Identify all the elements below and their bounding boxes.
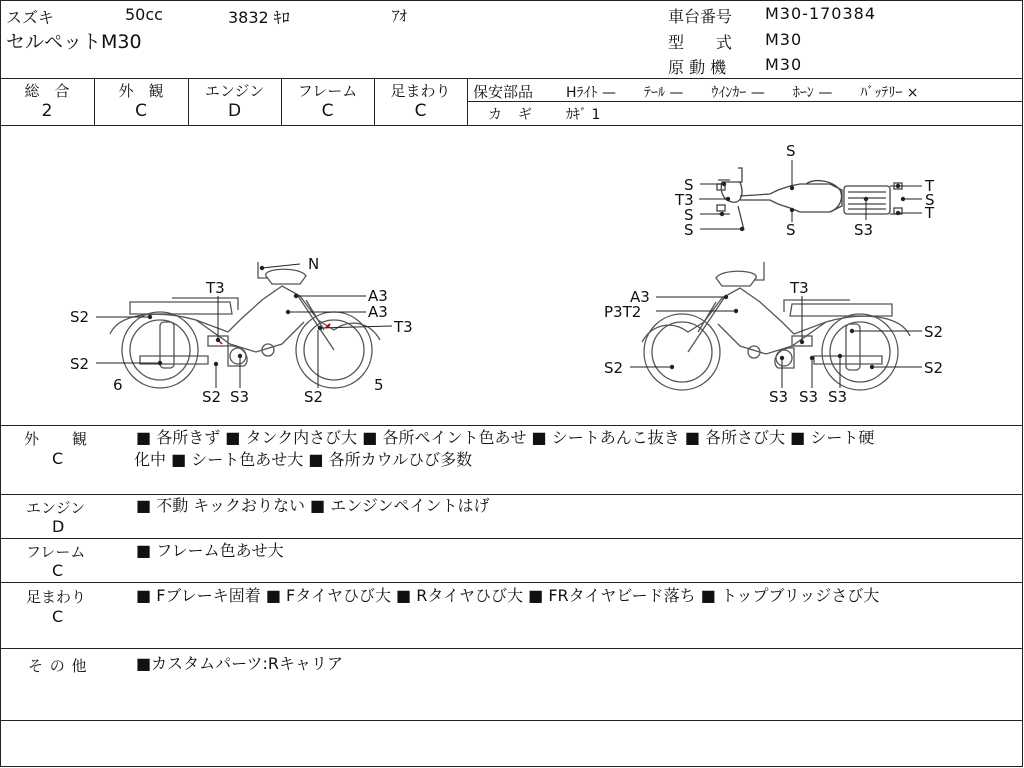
grade-frame-value: C bbox=[321, 101, 334, 121]
notes-frame-label: フレーム bbox=[26, 543, 86, 561]
diagram-label: S3 bbox=[828, 388, 848, 406]
diagram-label: A3 bbox=[368, 287, 388, 305]
diagram-label: S bbox=[925, 191, 935, 209]
border-bottom bbox=[0, 766, 1023, 767]
grade-overall-value: 2 bbox=[41, 101, 53, 121]
notes-suspension-label: 足まわり bbox=[26, 588, 87, 606]
diagram-label: S2 bbox=[924, 359, 944, 377]
notes-engine-label: エンジン bbox=[26, 499, 86, 517]
grade-engine-label: エンジン bbox=[204, 82, 265, 100]
key-label: カ ギ bbox=[488, 107, 533, 123]
diagram-label: S bbox=[684, 176, 694, 194]
key-value: ｶｷﾞ 1 bbox=[566, 107, 601, 123]
notes-other-label: そ の 他 bbox=[28, 657, 88, 675]
divider-notes bbox=[0, 720, 1023, 721]
diagram-label: T3 bbox=[394, 318, 413, 336]
diagram-label: S2 bbox=[604, 359, 624, 377]
diagram-label: T3 bbox=[675, 191, 694, 209]
safety-parts-items: Hﾗｲﾄ — ﾃｰﾙ — ｳｲﾝｶｰ — ﾎｰﾝ — ﾊﾞｯﾃﾘｰ × bbox=[566, 85, 919, 101]
diagram-label: S2 bbox=[70, 355, 90, 373]
divider-diagram-bottom bbox=[0, 425, 1023, 426]
diagram-label: N bbox=[308, 255, 320, 273]
diagram-label: 5 bbox=[374, 376, 384, 394]
diagram-label: S2 bbox=[70, 308, 90, 326]
diagram-label: S2 bbox=[924, 323, 944, 341]
diagram-label: S2 bbox=[202, 388, 222, 406]
right-side-view-icon bbox=[642, 262, 910, 390]
diagram-label: S2 bbox=[304, 388, 324, 406]
diagram-label: A3 bbox=[368, 303, 388, 321]
notes-frame-grade: C bbox=[52, 561, 64, 580]
divider-notes bbox=[0, 648, 1023, 649]
model-code-label: 型 式 bbox=[668, 33, 733, 52]
top-view-labels bbox=[674, 142, 935, 239]
diagram-label: S3 bbox=[230, 388, 250, 406]
grade-exterior-value: C bbox=[135, 101, 147, 121]
model-name: セルペットM30 bbox=[6, 31, 142, 53]
right-view-labels bbox=[604, 279, 943, 406]
diagram-label: A3 bbox=[630, 288, 650, 306]
engine-type-label: 原 動 機 bbox=[668, 58, 727, 77]
frame-no-label: 車台番号 bbox=[668, 7, 733, 26]
diagram-label: S bbox=[786, 142, 796, 160]
frame-no-value: M30-170384 bbox=[765, 4, 877, 23]
notes-exterior-grade: C bbox=[52, 449, 64, 468]
diagram-label: T3 bbox=[206, 279, 225, 297]
diagram-label: S3 bbox=[799, 388, 819, 406]
diagram-label: T bbox=[925, 177, 935, 195]
grade-exterior-label: 外 観 bbox=[118, 82, 164, 100]
grade-col-divider bbox=[467, 78, 468, 125]
border-top bbox=[0, 0, 1023, 1]
left-view-labels bbox=[70, 255, 413, 406]
grade-frame-label: フレーム bbox=[297, 82, 358, 100]
notes-exterior-line: 化中 ■ シート色あせ大 ■ 各所カウルひび多数 bbox=[134, 450, 473, 469]
top-view-icon bbox=[717, 168, 902, 230]
grade-engine-value: D bbox=[227, 101, 242, 121]
diagram-label: S3 bbox=[769, 388, 789, 406]
diagram-label: T3 bbox=[790, 279, 809, 297]
diagram-label: S3 bbox=[854, 221, 874, 239]
notes-frame-line: ■ フレーム色あせ大 bbox=[136, 541, 284, 560]
diagram-label: 6 bbox=[113, 376, 123, 394]
notes-engine-grade: D bbox=[52, 517, 65, 536]
displacement: 50cc bbox=[125, 5, 163, 24]
notes-exterior-line: ■ 各所きず ■ タンク内さび大 ■ 各所ペイント色あせ ■ シートあんこ抜き ■ 各所さび大 ■ シート硬 bbox=[136, 428, 875, 447]
color: ｱｵ bbox=[392, 7, 408, 25]
diagram-label: S bbox=[684, 221, 694, 239]
divider-notes bbox=[0, 538, 1023, 539]
mileage: 3832 ｷﾛ bbox=[228, 8, 290, 27]
notes-suspension-grade: C bbox=[52, 607, 64, 626]
diagram-label: S bbox=[786, 221, 796, 239]
model-code-value: M30 bbox=[765, 30, 803, 49]
notes-engine-line: ■ 不動 キックおりない ■ エンジンペイントはげ bbox=[136, 496, 490, 515]
engine-type-value: M30 bbox=[765, 55, 803, 74]
notes-suspension-line: ■ Fブレーキ固着 ■ Fタイヤひび大 ■ Rタイヤひび大 ■ FRタイヤビード落ち ■ トップブリッジさび大 bbox=[136, 586, 880, 605]
diagram-label: P3T2 bbox=[604, 303, 642, 321]
maker: スズキ bbox=[6, 8, 55, 27]
bike-diagram bbox=[0, 126, 1023, 424]
divider-notes bbox=[0, 582, 1023, 583]
grade-suspension-value: C bbox=[414, 101, 427, 121]
diagram-label: T bbox=[925, 204, 935, 222]
divider-grades-top bbox=[0, 78, 1023, 79]
grade-suspension-label: 足まわり bbox=[390, 82, 451, 100]
left-side-view-icon bbox=[110, 262, 380, 388]
notes-exterior-label: 外 観 bbox=[24, 430, 89, 448]
grade-overall-label: 総 合 bbox=[24, 82, 70, 100]
diagram-label: S bbox=[684, 206, 694, 224]
safety-parts-label: 保安部品 bbox=[473, 83, 534, 101]
notes-other-line: ■カスタムパーツ:Rキャリア bbox=[136, 654, 343, 673]
